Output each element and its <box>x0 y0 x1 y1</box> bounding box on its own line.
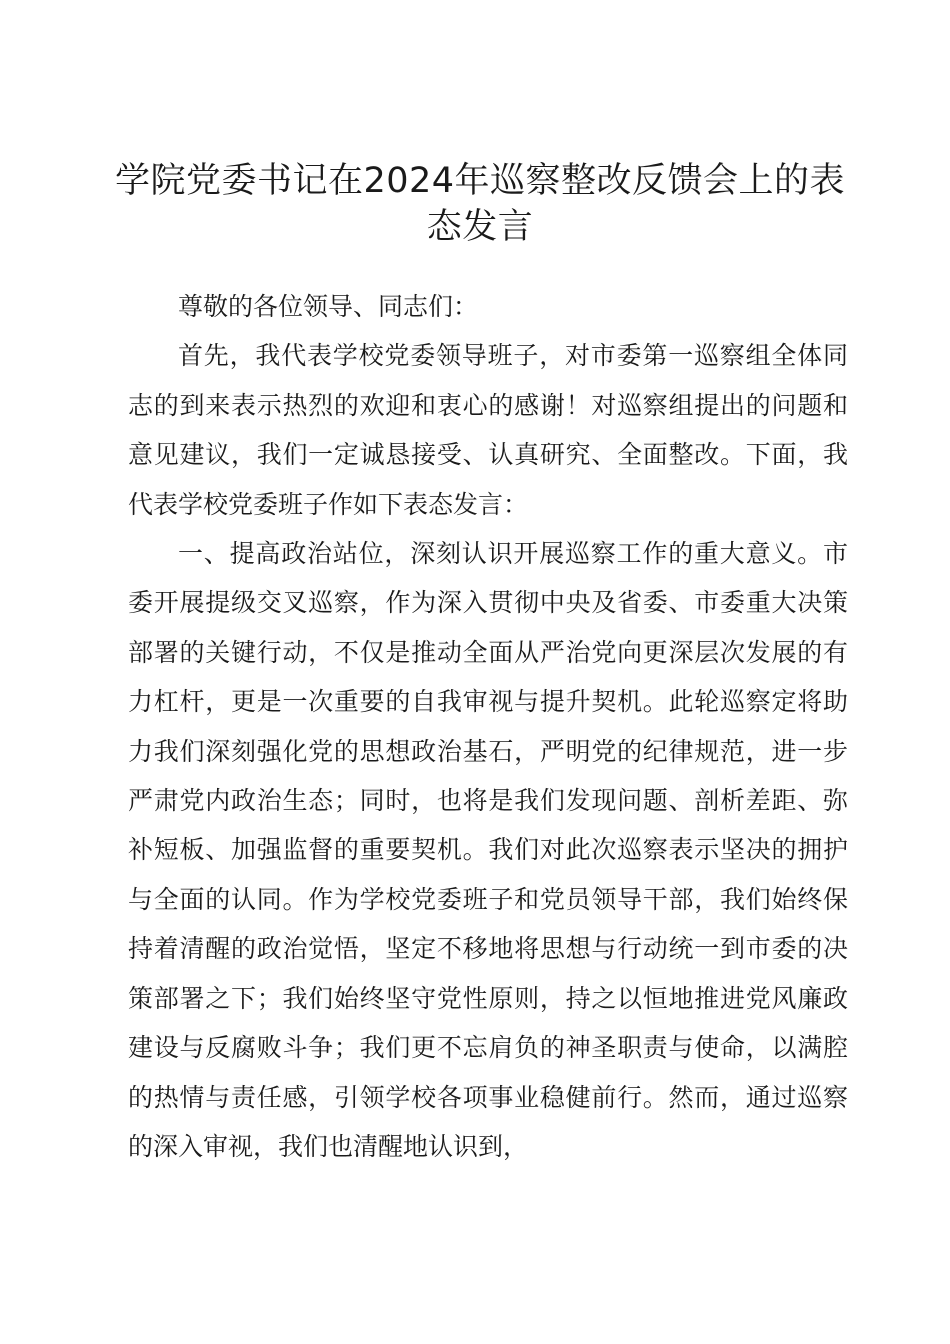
salutation: 尊敬的各位领导、同志们： <box>178 292 479 321</box>
paragraph-section-one: 一、提高政治站位，深刻认识开展巡察工作的重大意义。市委开展提级交叉巡察，作为深入贯彻中央及省委、市委重大决策部署的关键行动，不仅是推动全面从严治党向更深层次发展的有力杠杆，更是一次重要的自我审视与提升契机。此轮巡察定将助力我们深刻强化党的思想政治基石，严明党的纪律规范，进一步严肃党内政治生态；同时，也将是我们发现问题、剖析差距、弥补短板、加强监督的重要契机。我们对此次巡察表示坚决的拥护与全面的认同。作为学校党委班子和党员领导干部，我们始终保持着清醒的政治觉悟，坚定不移地将思想与行动统一到市委的决策部署之下；我们始终坚守党性原则，持之以恒地推进党风廉政建设与反腐败斗争；我们更不忘肩负的神圣职责与使命，以满腔的热情与责任感，引领学校各项事业稳健前行。然而，通过巡察的深入审视，我们也清醒地认识到， <box>128 539 848 1161</box>
document-title: 学院党委书记在2024年巡察整改反馈会上的表态发言 <box>114 161 846 247</box>
paragraph-intro: 首先，我代表学校党委领导班子，对市委第一巡察组全体同志的到来表示热烈的欢迎和衷心的感谢！对巡察组提出的问题和意见建议，我们一定诚恳接受、认真研究、全面整改。下面，我代表学校党委班子作如下表态发言： <box>128 341 848 519</box>
document-body <box>128 282 848 1171</box>
